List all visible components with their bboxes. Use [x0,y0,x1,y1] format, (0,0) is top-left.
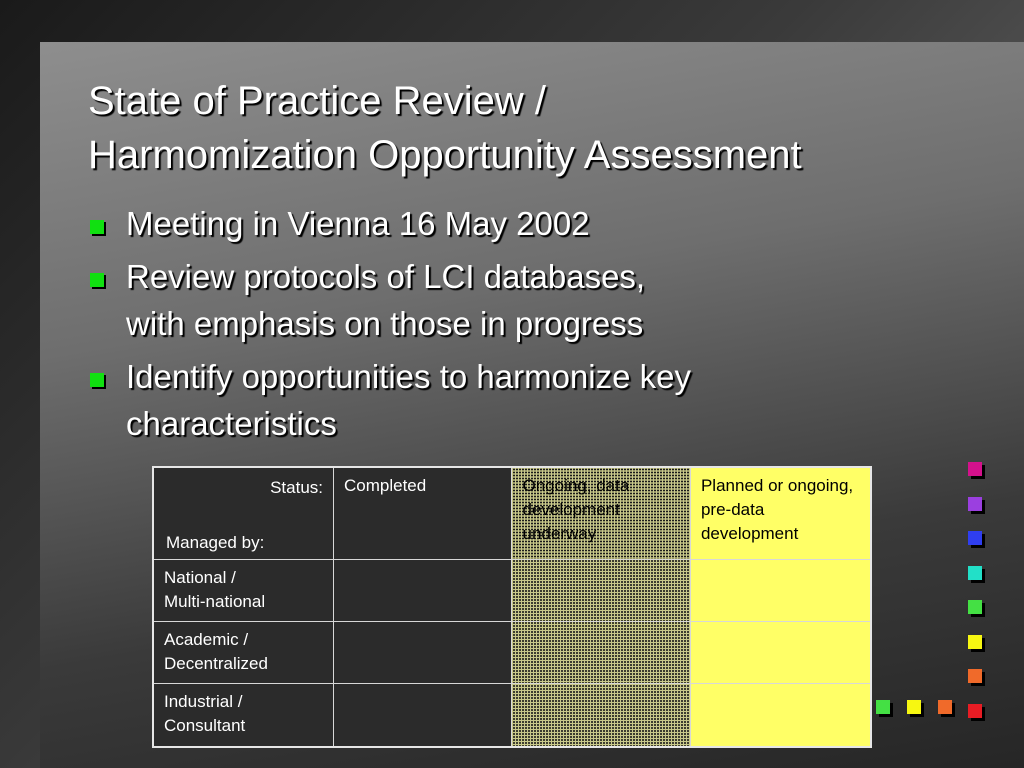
table-cell [334,621,512,683]
bullet-square-icon [90,273,104,287]
row-label-line: Multi-national [164,591,266,611]
header-ongoing: Ongoing, data development underway [512,467,690,559]
table-cell [690,684,871,747]
title-line-1: State of Practice Review / [88,79,546,123]
bullet-square-icon [90,373,104,387]
table-header-row [153,467,871,559]
table-cell [512,559,690,621]
bullet-item [88,253,968,347]
managed-by-label: Managed by: [166,532,265,552]
decor-square [907,700,921,714]
bullet-item [88,353,968,447]
bullet-text: Identify opportunities to harmonize key [126,358,691,395]
table-row [153,559,871,621]
decor-square [876,700,890,714]
table-cell [512,684,690,747]
row-label-national [153,559,334,621]
decor-square [968,635,982,649]
row-label-industrial [153,684,334,747]
status-table [152,466,872,748]
bullet-text: characteristics [126,405,337,442]
row-label-line: Consultant [164,716,246,736]
table-row [153,621,871,683]
row-label-line: Decentralized [164,653,268,673]
decor-square [968,462,982,476]
decor-square [968,704,982,718]
table-corner-cell [153,467,334,559]
table-cell [690,559,871,621]
table-cell [690,621,871,683]
header-planned: Planned or ongoing, pre-data development [690,467,871,559]
row-label-academic [153,621,334,683]
bullet-text: Review protocols of LCI databases, [126,258,646,295]
decor-square [968,497,982,511]
table-cell [334,559,512,621]
table-cell [512,621,690,683]
bullet-item [88,200,968,247]
bullet-text: with emphasis on those in progress [126,305,644,342]
bullet-list [88,200,968,453]
header-completed: Completed [334,467,512,559]
decor-square [938,700,952,714]
row-label-line: National / [164,567,236,587]
decor-square [968,531,982,545]
title-line-2: Harmomization Opportunity Assessment [88,133,802,177]
bullet-text: Meeting in Vienna 16 May 2002 [126,205,590,242]
table-cell [334,684,512,747]
decor-square [968,600,982,614]
slide-title [88,74,802,182]
row-label-line: Academic / [164,629,249,649]
decor-square [968,669,982,683]
bullet-square-icon [90,220,104,234]
row-label-line: Industrial / [164,692,243,712]
decor-square [968,566,982,580]
table-row [153,684,871,747]
status-label: Status: [270,478,323,497]
